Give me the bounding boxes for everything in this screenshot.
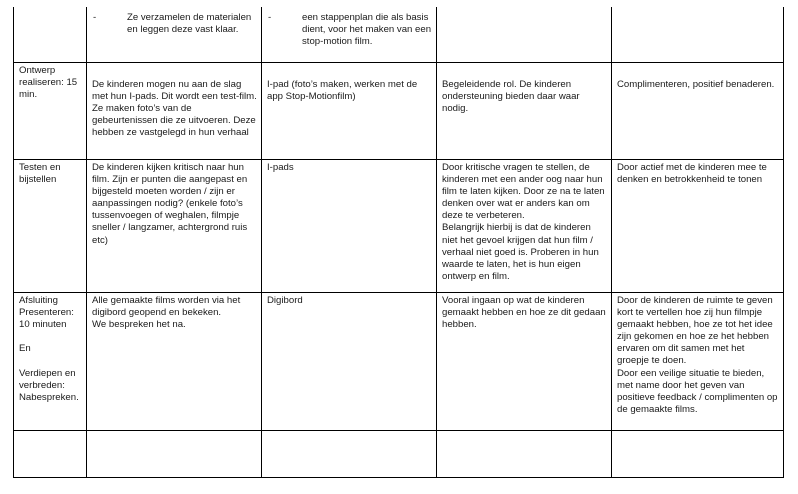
table-border bbox=[783, 7, 784, 477]
table-cell bbox=[87, 161, 261, 292]
bullet-list bbox=[267, 12, 432, 48]
phase-label: Afsluiting Presenteren: 10 minuten En Verdiepen en verbreden: Nabespreken. bbox=[19, 295, 79, 403]
table-cell bbox=[262, 294, 436, 430]
table-cell bbox=[87, 78, 261, 159]
table-border bbox=[13, 62, 784, 63]
table-cell bbox=[437, 161, 611, 292]
table-cell bbox=[612, 78, 783, 159]
materials-text: Digibord bbox=[267, 295, 303, 306]
table-cell bbox=[612, 294, 783, 430]
materials-text: I-pad (foto’s maken, werken met de app Stop-Motionfilm) bbox=[267, 79, 418, 103]
table-cell bbox=[262, 11, 436, 62]
activity-text: De kinderen kijken kritisch naar hun film. Zijn er punten die aangepast en bijgesteld moeten worden / zijn er aanpassingen nodig? (enkele foto’s tussenvoegen of weghalen, filmpje sneller / langzamer, achtergrond ruis etc) bbox=[92, 162, 248, 246]
phase-label: Testen en bijstellen bbox=[19, 162, 61, 186]
list-item: - Ze verzamelen de materialen en leggen deze vast klaar. bbox=[92, 12, 257, 36]
table-border bbox=[13, 477, 784, 478]
materials-text: I-pads bbox=[267, 162, 294, 173]
table-cell bbox=[437, 294, 611, 430]
teacher-role-text: Begeleidende rol. De kinderen ondersteuning bieden daar waar nodig. bbox=[442, 79, 580, 115]
table-cell bbox=[14, 161, 86, 292]
list-item: - een stappenplan die als basis dient, voor het maken van een stop-motion film. bbox=[267, 12, 432, 48]
table-cell bbox=[262, 161, 436, 292]
table-border bbox=[13, 159, 784, 160]
table-cell bbox=[262, 78, 436, 159]
phase-label: Ontwerp realiseren: 15 min. bbox=[19, 65, 78, 101]
table-cell bbox=[87, 11, 261, 62]
attitude-text: Complimenteren, positief benaderen. bbox=[617, 79, 775, 90]
bullet-list bbox=[92, 12, 257, 36]
table-cell-empty bbox=[14, 431, 783, 477]
teacher-role-text: Door kritische vragen te stellen, de kinderen met een ander oog naar hun film te laten kijken. Door ze na te laten denken over wat er anders kan om deze te verbeteren. Belangrijk hierbij is dat de kinderen niet het gevoel krijgen dat hun film / verhaal niet goed is. Proberen in hun waarde te laten, het is hun eigen ontwerp en film. bbox=[442, 162, 605, 282]
table-cell bbox=[437, 78, 611, 159]
table-cell bbox=[612, 161, 783, 292]
table-cell bbox=[14, 294, 86, 430]
attitude-text: Door actief met de kinderen mee te denken en betrokkenheid te tonen bbox=[617, 162, 767, 186]
activity-text: Alle gemaakte films worden via het digibord geopend en bekeken. We bespreken het na. bbox=[92, 295, 241, 331]
table-cell bbox=[87, 294, 261, 430]
attitude-text: Door de kinderen de ruimte te geven kort te vertellen hoe zij hun filmpje gemaakt hebben, hoe ze tot het idee zijn gekomen en hoe ze het hebben ervaren om dit samen met het groepje te doen. Door een veilige situatie te bieden, met name door het geven van positieve feedback / complimenten op de gemaakte films. bbox=[617, 295, 778, 415]
table-border bbox=[13, 292, 784, 293]
table-cell bbox=[14, 64, 86, 159]
activity-text: De kinderen mogen nu aan de slag met hun I-pads. Dit wordt een test-film. Ze maken foto’s van de gebeurtenissen die ze uitvoeren. Deze hebben ze vastgelegd in hun verhaal bbox=[92, 79, 257, 139]
teacher-role-text: Vooral ingaan op wat de kinderen gemaakt hebben en hoe ze dit gedaan hebben. bbox=[442, 295, 606, 331]
